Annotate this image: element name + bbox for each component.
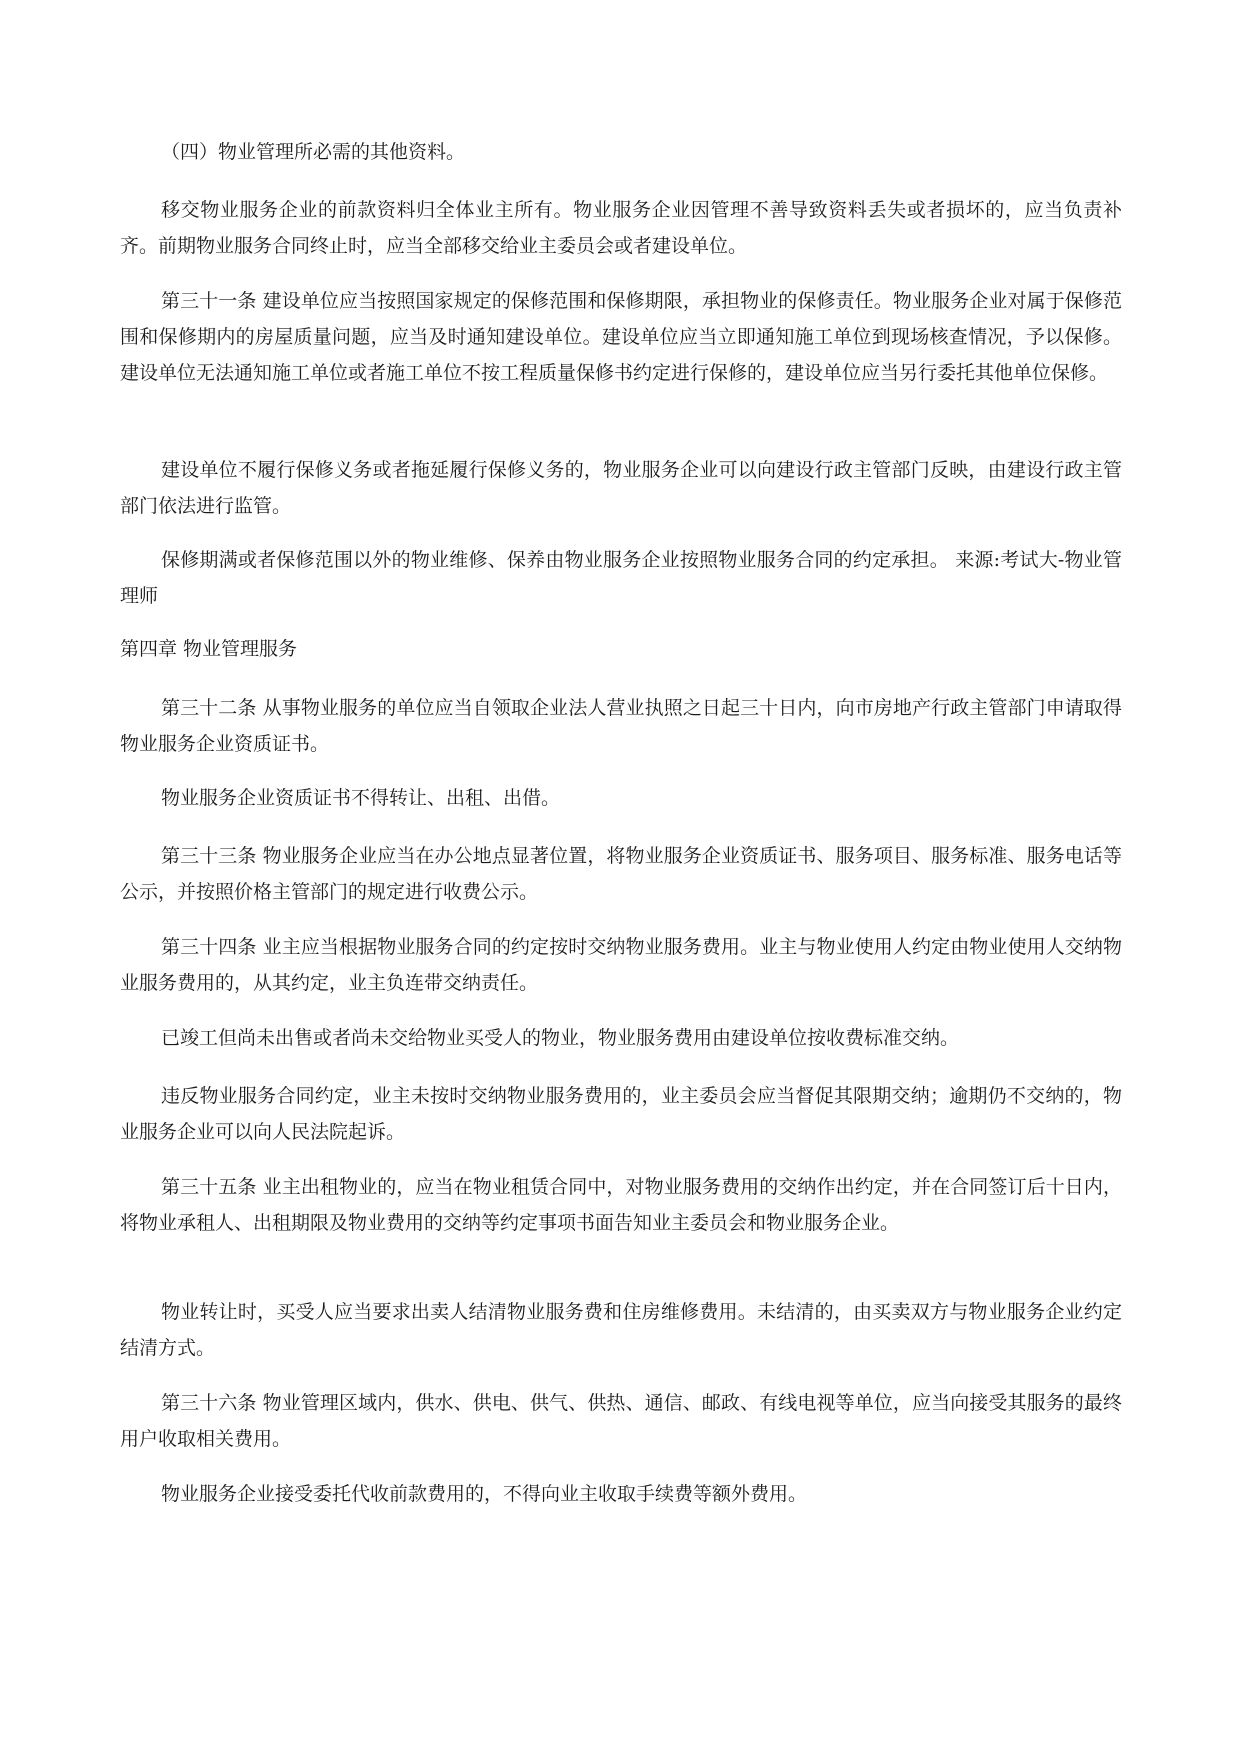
paragraph-text: 第三十二条 从事物业服务的单位应当自领取企业法人营业执照之日起三十日内，向市房地产行政主管部门申请取得物业服务企业资质证书。 [120,697,1122,755]
paragraph-text: 第三十一条 建设单位应当按照国家规定的保修范围和保修期限，承担物业的保修责任。物业服务企业对属于保修范围和保修期内的房屋质量问题，应当及时通知建设单位。建设单位应当立即通知施工单位到现场核查情况，予以保修。建设单位无法通知施工单位或者施工单位不按工程质量保修书约定进行保修的，建设单位应当另行委托其他单位保修。 [120,290,1122,384]
paragraph-text: 建设单位不履行保修义务或者拖延履行保修义务的，物业服务企业可以向建设行政主管部门反映，由建设行政主管部门依法进行监管。 [120,459,1122,517]
paragraph-text: 物业服务企业接受委托代收前款费用的，不得向业主收取手续费等额外费用。 [161,1483,808,1505]
paragraph-warranty-default [120,452,1122,524]
paragraph-article-34 [120,929,1122,1001]
paragraph-text: （四）物业管理所必需的其他资料。 [161,141,466,163]
paragraph-article-33 [120,838,1122,910]
paragraph-text: 第三十六条 物业管理区域内，供水、供电、供气、供热、通信、邮政、有线电视等单位，应当向接受其服务的最终用户收取相关费用。 [120,1392,1122,1450]
paragraph-property-transfer [120,1294,1122,1366]
paragraph-item-4-materials [120,134,1122,170]
paragraph-article-32 [120,690,1122,762]
paragraph-article-35 [120,1169,1122,1241]
paragraph-text: 第三十五条 业主出租物业的，应当在物业租赁合同中，对物业服务费用的交纳作出约定，并在合同签订后十日内，将物业承租人、出租期限及物业费用的交纳等约定事项书面告知业主委员会和物业服务企业。 [120,1176,1122,1234]
paragraph-article-31 [120,283,1122,391]
chapter-heading [120,631,1122,667]
chapter-title: 第四章 物业管理服务 [120,638,298,660]
paragraph-materials-ownership [120,192,1122,264]
paragraph-contract-violation [120,1078,1122,1150]
paragraph-text: 保修期满或者保修范围以外的物业维修、保养由物业服务企业按照物业服务合同的约定承担。 来源:考试大-物业管理师 [120,549,1122,607]
paragraph-text: 第三十三条 物业服务企业应当在办公地点显著位置，将物业服务企业资质证书、服务项目、服务标准、服务电话等公示，并按照价格主管部门的规定进行收费公示。 [120,845,1122,903]
paragraph-article-36 [120,1385,1122,1457]
paragraph-text: 第三十四条 业主应当根据物业服务合同的约定按时交纳物业服务费用。业主与物业使用人约定由物业使用人交纳物业服务费用的，从其约定，业主负连带交纳责任。 [120,936,1122,994]
paragraph-warranty-expired [120,542,1122,614]
paragraph-text: 物业服务企业资质证书不得转让、出租、出借。 [161,787,561,809]
paragraph-text: 违反物业服务合同约定，业主未按时交纳物业服务费用的，业主委员会应当督促其限期交纳；逾期仍不交纳的，物业服务企业可以向人民法院起诉。 [120,1085,1122,1143]
paragraph-unsold-property [120,1020,1122,1056]
paragraph-collection-fees [120,1476,1122,1512]
paragraph-text: 移交物业服务企业的前款资料归全体业主所有。物业服务企业因管理不善导致资料丢失或者损坏的，应当负责补齐。前期物业服务合同终止时，应当全部移交给业主委员会或者建设单位。 [120,199,1122,257]
paragraph-text: 物业转让时，买受人应当要求出卖人结清物业服务费和住房维修费用。未结清的，由买卖双方与物业服务企业约定结清方式。 [120,1301,1122,1359]
paragraph-certificate-transfer [120,780,1122,816]
paragraph-text: 已竣工但尚未出售或者尚未交给物业买受人的物业，物业服务费用由建设单位按收费标准交纳。 [161,1027,960,1049]
